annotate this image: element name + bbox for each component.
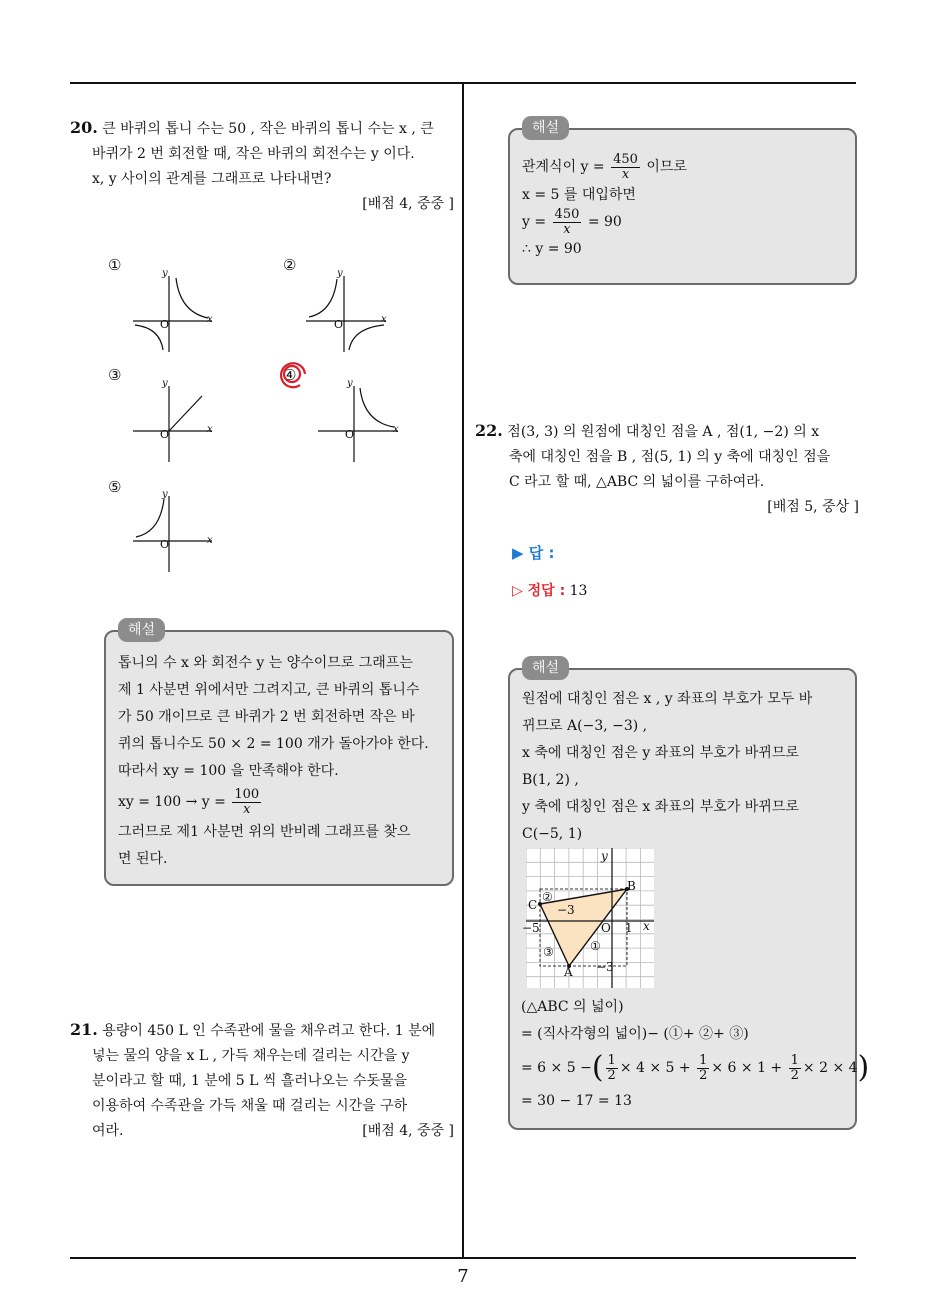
area-calculation xyxy=(521,994,870,1115)
label-x: x xyxy=(643,919,650,933)
region-3: ③ xyxy=(543,945,554,959)
question-text-line: 분이라고 할 때, 1 분에 5 L 씩 흘러나오는 수돗물을 xyxy=(92,1073,408,1089)
score-label: [배점 4, 중중 ] xyxy=(362,1123,454,1139)
question-text-line: 넣는 물의 양을 x L , 가득 채우는데 걸리는 시간을 y xyxy=(92,1048,410,1064)
solution-box-20 xyxy=(104,622,454,886)
solution-line: 따라서 xy = 100 을 만족해야 한다. xyxy=(118,763,339,779)
question-text-line: 용량이 450 L 인 수족관에 물을 채우려고 한다. 1 분에 xyxy=(102,1023,436,1039)
question-text-line: x, y 사이의 관계를 그래프로 나타내면? xyxy=(92,171,332,187)
question-number: 22. xyxy=(475,421,503,440)
correct-answer-value: 13 xyxy=(569,583,588,599)
solution-line: 그러므로 제1 사분면 위의 반비례 그래프를 찾으 xyxy=(118,824,411,840)
solution-equation: 관계식이 y = $\frac{450}{x}$ 이므로 xyxy=(522,151,687,182)
solution-line: 가 50 개이므로 큰 바퀴가 2 번 회전하면 작은 바 xyxy=(118,709,415,725)
graph-option-5 xyxy=(133,496,212,572)
answer-input-row[interactable] xyxy=(512,542,554,563)
solution-line: 퀴의 톱니수도 50 × 2 = 100 개가 돌아가야 한다. xyxy=(118,736,429,752)
question-20 xyxy=(70,115,454,217)
answer-label: ▶ 답 : xyxy=(512,544,555,562)
question-21 xyxy=(70,1017,454,1144)
label-a: A xyxy=(564,965,573,979)
solution-line: 면 된다. xyxy=(118,851,168,867)
solution-line: 원점에 대칭인 점은 x , y 좌표의 부호가 모두 바 xyxy=(522,691,813,707)
question-text-line: 바퀴가 2 번 회전할 때, 작은 바퀴의 회전수는 y 이다. xyxy=(92,146,415,162)
solution-line: B(1, 2) , xyxy=(522,772,579,788)
graph-option-3 xyxy=(133,386,212,462)
option-4-label[interactable]: ④ xyxy=(283,366,297,384)
area-expression: = 6 × 5 −( $\frac{1}{2}$ × 4 × 5 + $\frac{1}{2}$ × 6 × 1 + $\frac{1}{2}$ × 2 × 4) xyxy=(521,1050,870,1085)
label-minus3-y: −3 xyxy=(596,960,614,974)
solution-line: y 축에 대칭인 점은 x 좌표의 부호가 바뀌므로 xyxy=(522,799,799,815)
solution-line: 제 1 사분면 위에서만 그려지고, 큰 바퀴의 톱니수 xyxy=(118,682,420,698)
option-3-label[interactable]: ③ xyxy=(108,366,122,384)
question-text-line: 이용하여 수족관을 가득 채울 때 걸리는 시간을 구하 xyxy=(92,1098,408,1114)
solution-line: 톱니의 수 x 와 회전수 y 는 양수이므로 그래프는 xyxy=(118,655,413,671)
score-label: [배점 5, 중상 ] xyxy=(767,499,859,515)
label-y: y xyxy=(601,849,608,863)
label-origin: O xyxy=(601,921,611,935)
score-label: [배점 4, 중중 ] xyxy=(362,196,454,212)
solution-tab: 해설 xyxy=(118,618,165,642)
solution-equation: xy = 100 → y = $\frac{100}{x}$ xyxy=(118,786,260,817)
question-text-line: 큰 바퀴의 톱니 수는 50 , 작은 바퀴의 톱니 수는 x , 큰 xyxy=(102,121,434,137)
label-minus5: −5 xyxy=(522,921,540,935)
correct-answer-row xyxy=(512,580,587,600)
region-2: ② xyxy=(542,890,553,904)
solution-equation: y = $\frac{450}{x}$ = 90 xyxy=(522,206,622,237)
area-title: (△ABC 의 넓이) xyxy=(521,999,624,1015)
question-text-line: C 라고 할 때, △ABC 의 넓이를 구하여라. xyxy=(509,474,765,490)
area-line: = (직사각형의 넓이)− (①+ ②+ ③) xyxy=(521,1026,749,1042)
option-5-label[interactable]: ⑤ xyxy=(108,478,122,496)
solution-line: C(−5, 1) xyxy=(522,826,583,842)
column-divider xyxy=(462,84,464,1258)
solution-line: ∴ y = 90 xyxy=(522,241,582,257)
solution-tab: 해설 xyxy=(522,116,569,140)
question-22 xyxy=(475,418,859,520)
graph-option-2 xyxy=(306,276,386,352)
correct-answer-label: ▷ 정답 : xyxy=(512,583,566,599)
solution-line: 뀌므로 A(−3, −3) , xyxy=(522,718,648,734)
question-text-line: 점(3, 3) 의 원점에 대칭인 점을 A , 점(1, −2) 의 x xyxy=(507,424,820,440)
label-minus3-x: −3 xyxy=(557,903,575,917)
option-1-label[interactable]: ① xyxy=(108,256,122,274)
label-c: C xyxy=(528,898,538,912)
region-1: ① xyxy=(590,939,601,953)
coordinate-figure-labels xyxy=(522,848,654,988)
label-one: 1 xyxy=(625,921,633,935)
graph-option-4 xyxy=(318,386,398,462)
label-b: B xyxy=(627,879,636,893)
question-number: 21. xyxy=(70,1020,98,1039)
area-result: = 30 − 17 = 13 xyxy=(521,1093,632,1109)
solution-line: x = 5 를 대입하면 xyxy=(522,187,636,203)
option-2-label[interactable]: ② xyxy=(283,256,297,274)
bottom-rule xyxy=(70,1257,856,1259)
graph-option-1 xyxy=(133,276,212,352)
solution-box-21 xyxy=(508,120,857,285)
solution-line: x 축에 대칭인 점은 y 좌표의 부호가 바뀌므로 xyxy=(522,745,799,761)
question-text-line: 축에 대칭인 점을 B , 점(5, 1) 의 y 축에 대칭인 점을 xyxy=(509,449,831,465)
question-number: 20. xyxy=(70,118,98,137)
solution-tab: 해설 xyxy=(522,656,569,680)
page-number: 7 xyxy=(457,1266,469,1287)
question-text-line: 여라. xyxy=(92,1123,124,1139)
